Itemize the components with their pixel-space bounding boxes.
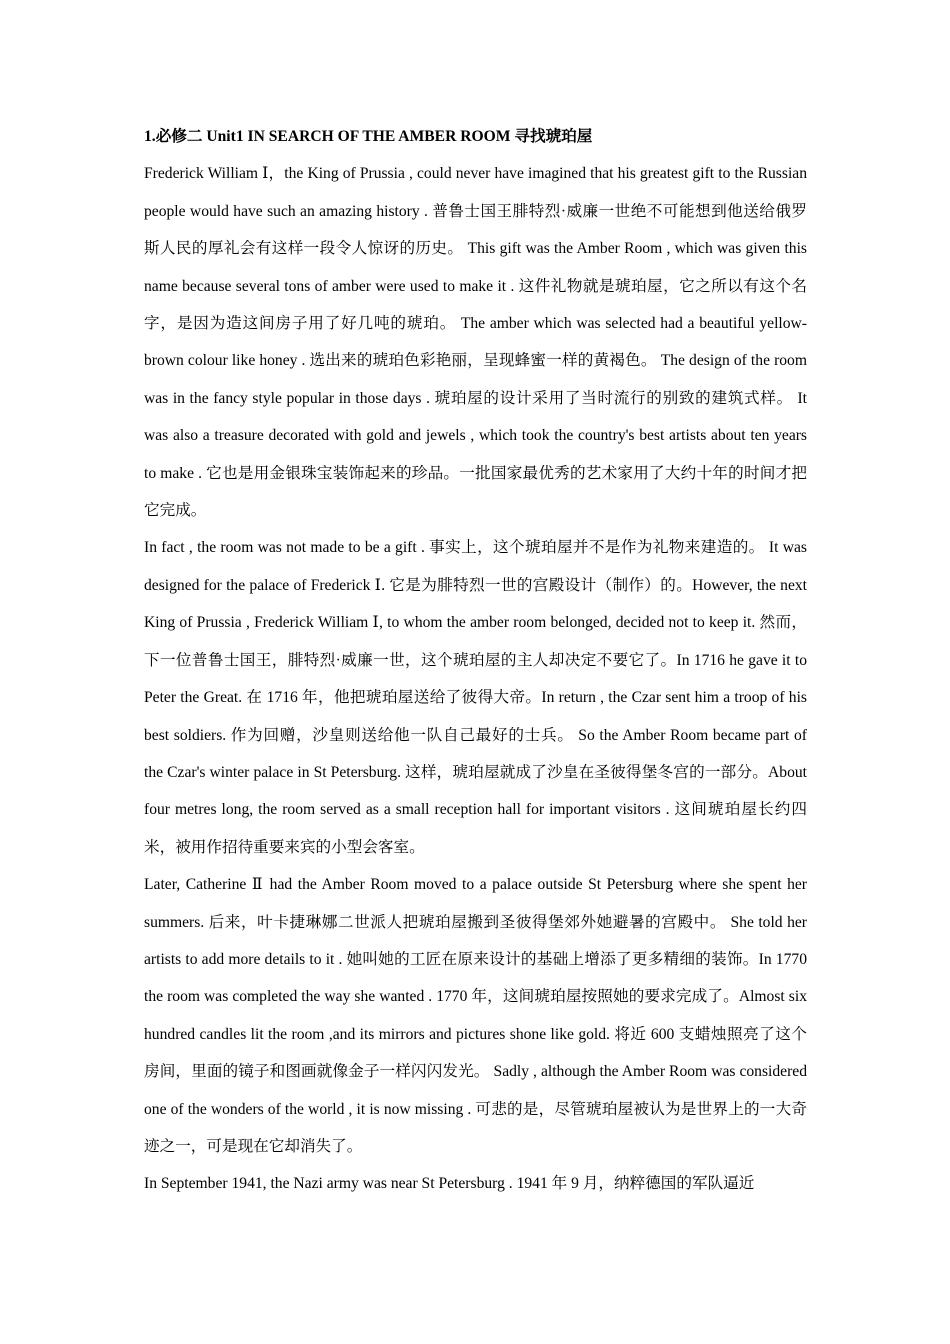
paragraph-3: Later, Catherine Ⅱ had the Amber Room moved to a palace outside St Petersburg where she spent her summers. 后来，叶卡捷琳娜二世派人把琥珀屋搬到圣彼得堡郊外她避暑的宫殿中。 She told her artists to add more details to it . 她叫她的工匠在原来设计的基础上增添了更多精细的装饰。In 1770 the room was completed the way she wanted . 1770 年，这间琥珀屋按照她的要求完成了。Almost six hundred candles lit the room ,and its mirrors and pictures shone like gold. 将近 600 支蜡烛照亮了这个房间，里面的镜子和图画就像金子一样闪闪发光。 Sadly , although the Amber Room was considered one of the wonders of the world , it is now missing . 可悲的是，尽管琥珀屋被认为是世界上的一大奇迹之一，可是现在它却消失了。 bbox=[144, 876, 807, 1155]
paragraph-4: In September 1941, the Nazi army was near St Petersburg . 1941 年 9 月，纳粹德国的军队逼近 bbox=[144, 1175, 755, 1193]
document-body bbox=[144, 118, 807, 1203]
document-title: 1.必修二 Unit1 IN SEARCH OF THE AMBER ROOM 寻找琥珀屋 bbox=[144, 128, 593, 145]
paragraph-2: In fact , the room was not made to be a gift . 事实上，这个琥珀屋并不是作为礼物来建造的。 It was designed for the palace of Frederick Ⅰ. 它是为腓特烈一世的宫殿设计（制作）的。However, the next King of Prussia , Frederick William Ⅰ, to whom the amber room belonged, decided not to keep it. 然而，下一位普鲁士国王，腓特烈·威廉一世，这个琥珀屋的主人却决定不要它了。In 1716 he gave it to Peter the Great. 在 1716 年，他把琥珀屋送给了彼得大帝。In return , the Czar sent him a troop of his best soldiers. 作为回赠，沙皇则送给他一队自己最好的士兵。 So the Amber Room became part of the Czar's winter palace in St Petersburg. 这样，琥珀屋就成了沙皇在圣彼得堡冬宫的一部分。About four metres long, the room served as a small reception hall for important visitors . 这间琥珀屋长约四米，被用作招待重要来宾的小型会客室。 bbox=[144, 539, 807, 856]
paragraph-1: Frederick William Ⅰ，the King of Prussia , could never have imagined that his greatest gift to the Russian people would have such an amazing history . 普鲁士国王腓特烈·威廉一世绝不可能想到他送给俄罗斯人民的厚礼会有这样一段令人惊讶的历史。 This gift was the Amber Room , which was given this name because several tons of amber were used to make it . 这件礼物就是琥珀屋，它之所以有这个名字，是因为造这间房子用了好几吨的琥珀。 The amber which was selected had a beautiful yellow-brown colour like honey . 选出来的琥珀色彩艳丽，呈现蜂蜜一样的黄褐色。 The design of the room was in the fancy style popular in those days . 琥珀屋的设计采用了当时流行的别致的建筑式样。 It was also a treasure decorated with gold and jewels , which took the country's best artists about ten years to make . 它也是用金银珠宝装饰起来的珍品。一批国家最优秀的艺术家用了大约十年的时间才把它完成。 bbox=[144, 165, 807, 520]
